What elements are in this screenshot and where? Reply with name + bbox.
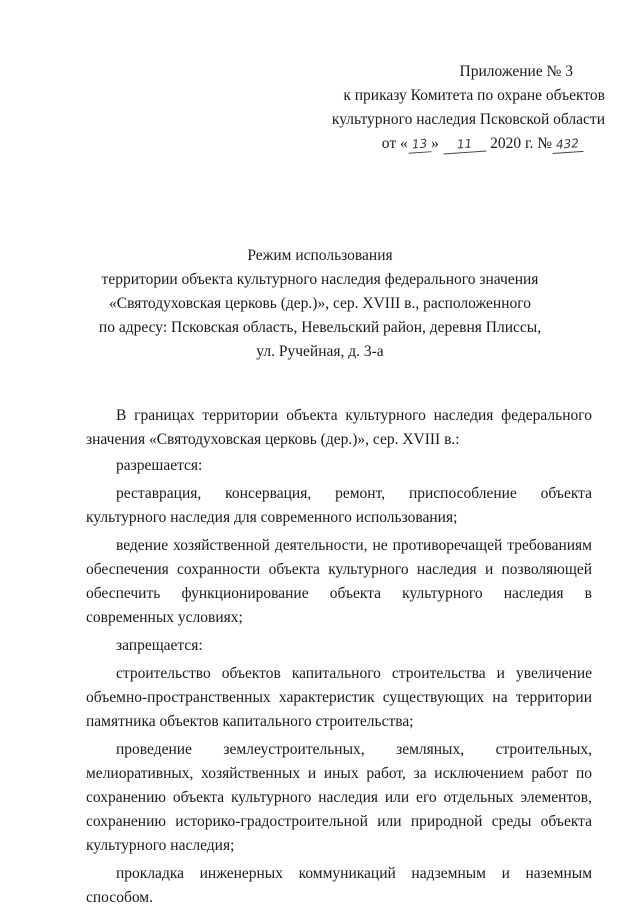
prohibited-item: строительство объектов капитального строительства и увеличение объемно-пространственных характеристик существующих на территории памятника объектов капитального строительства;: [86, 665, 592, 730]
title-line-5: ул. Ручейная, д. 3-а: [256, 343, 384, 360]
allowed-label: разрешается:: [116, 457, 203, 474]
annex-number: Приложение № 3: [459, 63, 573, 80]
allowed-item: ведение хозяйственной деятельности, не противоречащей требованиям обеспечения сохранности объекта культурного наследия и позволяющей обеспечить функционирование объекта культурного наследия в современных условиях;: [86, 537, 592, 626]
handwritten-month: 11: [442, 135, 486, 155]
title-line-4: по адресу: Псковская область, Невельский район, деревня Плиссы,: [98, 319, 542, 336]
annex-committee: культурного наследия Псковской области: [331, 111, 605, 128]
prohibited-item: проведение землеустроительных, земляных, строительных, мелиоративных, хозяйственных и иных работ, за исключением работ по сохранению объекта культурного наследия или его отдельных элементов, сохранению историко-градостроительной или природной среды объекта культурного наследия;: [86, 741, 592, 854]
date-year: 2020 г. №: [490, 135, 553, 152]
handwritten-number: 432: [552, 135, 584, 154]
document-title: [60, 244, 580, 364]
date-mid: »: [431, 135, 439, 152]
title-line-2: территории объекта культурного наследия федерального значения: [101, 271, 539, 288]
allowed-item: реставрация, консервация, ремонт, приспособление объекта культурного наследия для современного использования;: [86, 485, 592, 526]
annex-order-ref: к приказу Комитета по охране объектов: [343, 87, 605, 104]
annex-date-line: [285, 132, 605, 156]
date-prefix: от «: [381, 135, 408, 152]
handwritten-day: 13: [407, 135, 431, 154]
title-line-1: Режим использования: [247, 247, 393, 264]
document-body: [86, 404, 592, 914]
title-line-3: «Святодуховская церковь (дер.)», сер. XVIII в., расположенного: [109, 295, 531, 312]
prohibited-label: запрещается:: [116, 637, 203, 654]
prohibited-item: прокладка инженерных коммуникаций надземным и наземным способом.: [86, 865, 592, 906]
intro-paragraph: В границах территории объекта культурного наследия федерального значения «Святодуховская церковь (дер.)», сер. XVIII в.:: [86, 407, 592, 448]
annex-header: [285, 60, 605, 156]
